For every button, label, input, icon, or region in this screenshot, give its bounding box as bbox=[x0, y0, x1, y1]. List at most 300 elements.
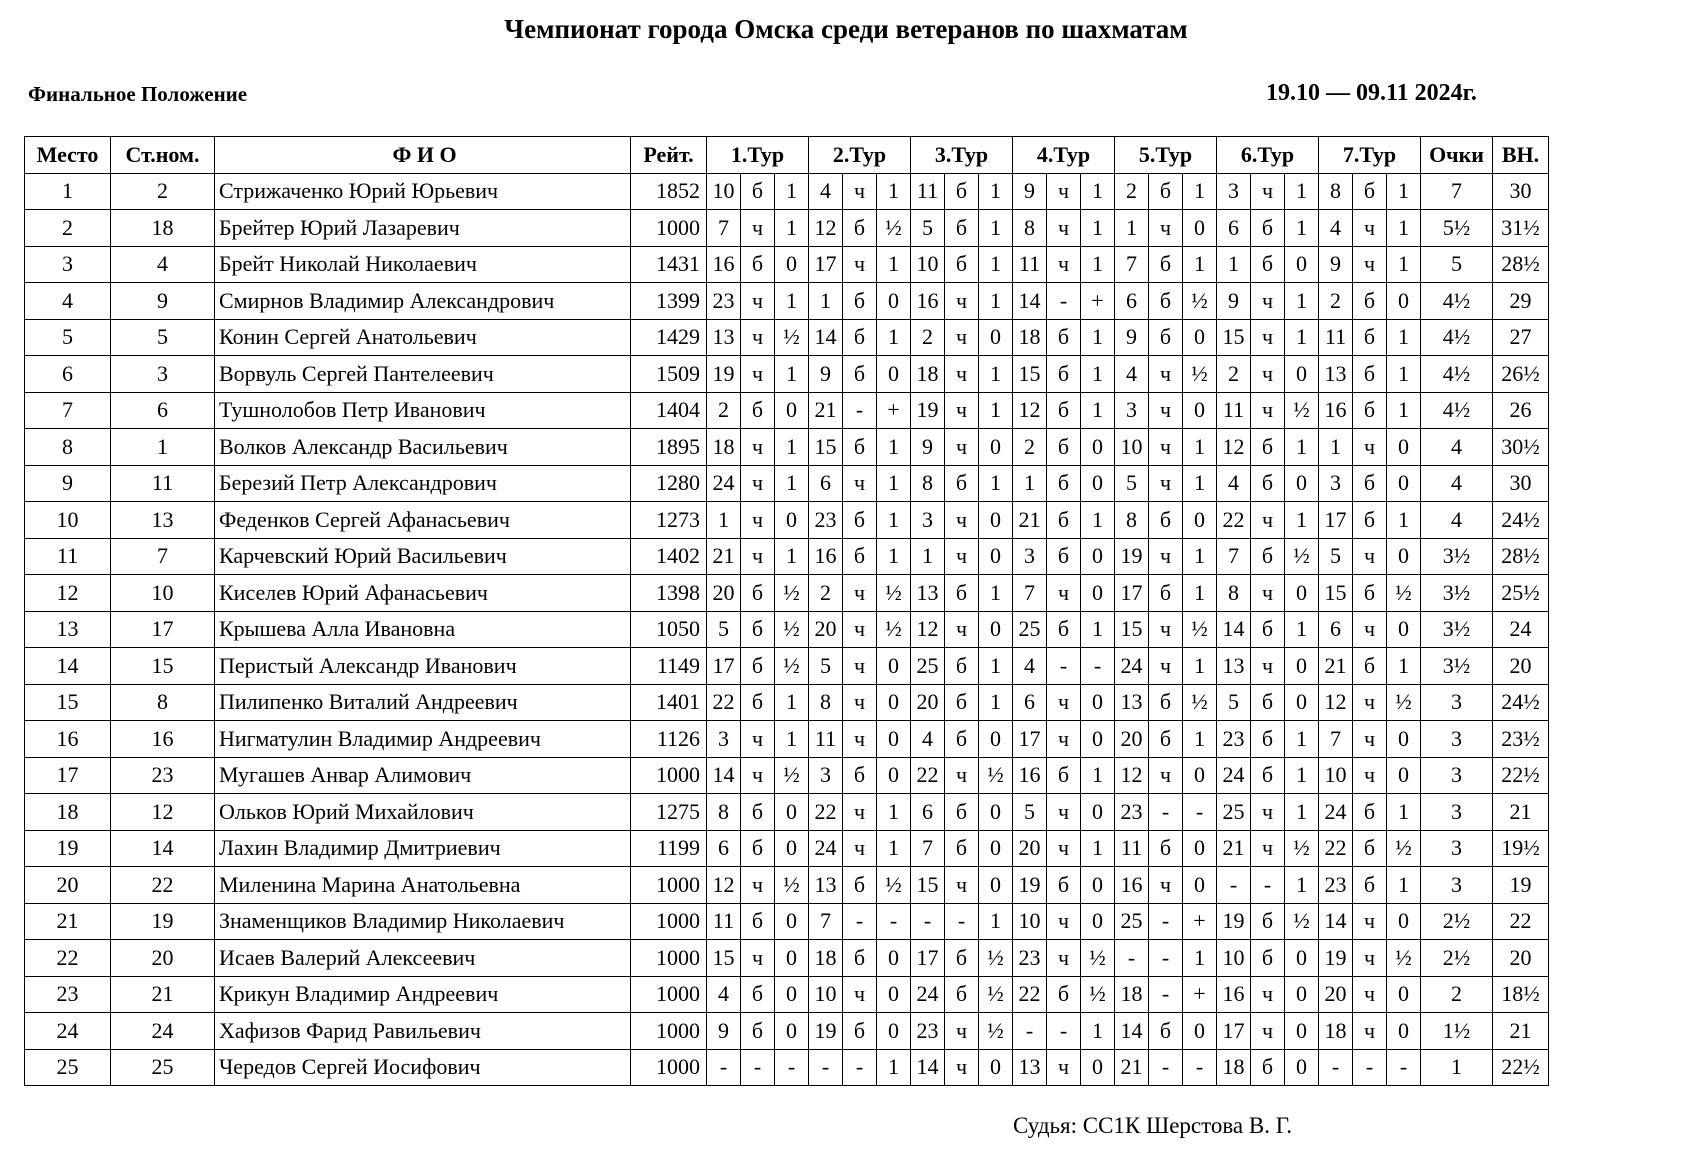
round-opponent-cell: 24 bbox=[809, 830, 843, 867]
round-color-cell: б bbox=[1149, 575, 1183, 612]
round-result-cell: 0 bbox=[1081, 538, 1115, 575]
table-row bbox=[25, 757, 1549, 794]
round-result-cell: 1 bbox=[1387, 392, 1421, 429]
round-result-cell: 0 bbox=[775, 392, 809, 429]
table-row bbox=[25, 794, 1549, 831]
start-number-cell: 22 bbox=[111, 867, 215, 904]
round-opponent-cell: 4 bbox=[911, 721, 945, 758]
round-result-cell: 1 bbox=[1183, 465, 1217, 502]
place-cell: 8 bbox=[25, 429, 111, 466]
round-opponent-cell: 2 bbox=[809, 575, 843, 612]
place-cell: 7 bbox=[25, 392, 111, 429]
round-opponent-cell: 22 bbox=[1319, 830, 1353, 867]
round-opponent-cell: 16 bbox=[1013, 757, 1047, 794]
round-opponent-cell: 21 bbox=[1217, 830, 1251, 867]
rating-cell: 1000 bbox=[631, 1013, 707, 1050]
round-result-cell: 0 bbox=[877, 684, 911, 721]
round-result-cell: 1 bbox=[877, 830, 911, 867]
round-opponent-cell: - bbox=[1013, 1013, 1047, 1050]
rating-cell: 1895 bbox=[631, 429, 707, 466]
rating-cell: 1399 bbox=[631, 283, 707, 320]
round-color-cell: ч bbox=[945, 1013, 979, 1050]
round-color-cell: б bbox=[945, 721, 979, 758]
header-round-4: 4.Тур bbox=[1013, 137, 1115, 174]
round-result-cell: 1 bbox=[979, 575, 1013, 612]
points-cell: 1 bbox=[1421, 1049, 1493, 1086]
round-opponent-cell: 1 bbox=[809, 283, 843, 320]
round-opponent-cell: 10 bbox=[1217, 940, 1251, 977]
start-number-cell: 13 bbox=[111, 502, 215, 539]
tiebreak-cell: 26½ bbox=[1493, 356, 1549, 393]
round-result-cell: 1 bbox=[1387, 648, 1421, 685]
place-cell: 5 bbox=[25, 319, 111, 356]
tiebreak-cell: 26 bbox=[1493, 392, 1549, 429]
round-opponent-cell: 10 bbox=[809, 976, 843, 1013]
round-result-cell: 1 bbox=[979, 903, 1013, 940]
round-opponent-cell: 1 bbox=[1217, 246, 1251, 283]
round-opponent-cell: - bbox=[1319, 1049, 1353, 1086]
round-color-cell: б bbox=[1251, 721, 1285, 758]
round-opponent-cell: 25 bbox=[1013, 611, 1047, 648]
round-result-cell: 1 bbox=[877, 429, 911, 466]
round-opponent-cell: 20 bbox=[1319, 976, 1353, 1013]
header-tiebreak: ВН. bbox=[1493, 137, 1549, 174]
round-opponent-cell: 8 bbox=[1319, 173, 1353, 210]
round-color-cell: б bbox=[1251, 210, 1285, 247]
round-opponent-cell: 24 bbox=[1217, 757, 1251, 794]
round-color-cell: б bbox=[1353, 830, 1387, 867]
round-color-cell: ч bbox=[1353, 721, 1387, 758]
round-opponent-cell: - bbox=[911, 903, 945, 940]
rating-cell: 1280 bbox=[631, 465, 707, 502]
round-color-cell: ч bbox=[1047, 684, 1081, 721]
round-color-cell: б bbox=[1353, 648, 1387, 685]
round-result-cell: 0 bbox=[1183, 1013, 1217, 1050]
round-result-cell: - bbox=[1183, 1049, 1217, 1086]
round-result-cell: 1 bbox=[1285, 210, 1319, 247]
round-opponent-cell: 25 bbox=[911, 648, 945, 685]
round-result-cell: 1 bbox=[775, 283, 809, 320]
table-row bbox=[25, 392, 1549, 429]
round-opponent-cell: 3 bbox=[809, 757, 843, 794]
player-name-cell: Березий Петр Александрович bbox=[215, 465, 631, 502]
round-color-cell: б bbox=[741, 246, 775, 283]
round-result-cell: 0 bbox=[877, 356, 911, 393]
round-opponent-cell: 16 bbox=[809, 538, 843, 575]
round-color-cell: ч bbox=[1047, 830, 1081, 867]
round-color-cell: б bbox=[741, 903, 775, 940]
round-opponent-cell: 25 bbox=[1115, 903, 1149, 940]
place-cell: 25 bbox=[25, 1049, 111, 1086]
round-result-cell: 1 bbox=[979, 173, 1013, 210]
round-opponent-cell: 1 bbox=[911, 538, 945, 575]
round-result-cell: 1 bbox=[877, 502, 911, 539]
round-color-cell: ч bbox=[741, 210, 775, 247]
round-color-cell: ч bbox=[1353, 903, 1387, 940]
round-opponent-cell: 11 bbox=[911, 173, 945, 210]
round-result-cell: - bbox=[1183, 794, 1217, 831]
round-opponent-cell: 17 bbox=[911, 940, 945, 977]
points-cell: 2½ bbox=[1421, 903, 1493, 940]
round-result-cell: 0 bbox=[1387, 903, 1421, 940]
round-result-cell: ½ bbox=[979, 757, 1013, 794]
round-result-cell: 1 bbox=[1285, 502, 1319, 539]
round-color-cell: - bbox=[1149, 1049, 1183, 1086]
round-color-cell: ч bbox=[1047, 1049, 1081, 1086]
points-cell: 5 bbox=[1421, 246, 1493, 283]
round-opponent-cell: 18 bbox=[1217, 1049, 1251, 1086]
round-color-cell: ч bbox=[741, 867, 775, 904]
round-result-cell: 1 bbox=[1285, 173, 1319, 210]
round-color-cell: - bbox=[1149, 940, 1183, 977]
round-color-cell: б bbox=[1149, 830, 1183, 867]
tiebreak-cell: 22½ bbox=[1493, 757, 1549, 794]
round-color-cell: - bbox=[1149, 794, 1183, 831]
round-result-cell: 1 bbox=[1285, 283, 1319, 320]
round-color-cell: - bbox=[843, 903, 877, 940]
results-table bbox=[24, 136, 1549, 1086]
player-name-cell: Чередов Сергей Иосифович bbox=[215, 1049, 631, 1086]
round-opponent-cell: 16 bbox=[1319, 392, 1353, 429]
rating-cell: 1401 bbox=[631, 684, 707, 721]
round-color-cell: ч bbox=[741, 319, 775, 356]
player-name-cell: Миленина Марина Анатольевна bbox=[215, 867, 631, 904]
header-round-6: 6.Тур bbox=[1217, 137, 1319, 174]
round-opponent-cell: 24 bbox=[911, 976, 945, 1013]
points-cell: 3 bbox=[1421, 757, 1493, 794]
round-result-cell: 1 bbox=[775, 721, 809, 758]
table-row bbox=[25, 173, 1549, 210]
round-color-cell: ч bbox=[1353, 538, 1387, 575]
round-color-cell: ч bbox=[1047, 940, 1081, 977]
round-result-cell: ½ bbox=[1183, 283, 1217, 320]
round-result-cell: 0 bbox=[979, 611, 1013, 648]
points-cell: 1½ bbox=[1421, 1013, 1493, 1050]
place-cell: 2 bbox=[25, 210, 111, 247]
table-row bbox=[25, 611, 1549, 648]
round-opponent-cell: 25 bbox=[1217, 794, 1251, 831]
round-result-cell: 1 bbox=[1285, 611, 1319, 648]
round-color-cell: б bbox=[1353, 794, 1387, 831]
round-result-cell: 1 bbox=[979, 648, 1013, 685]
round-color-cell: ч bbox=[1047, 575, 1081, 612]
round-opponent-cell: 3 bbox=[707, 721, 741, 758]
round-color-cell: б bbox=[1251, 246, 1285, 283]
round-opponent-cell: 5 bbox=[707, 611, 741, 648]
round-result-cell: - bbox=[877, 903, 911, 940]
round-result-cell: 1 bbox=[1081, 502, 1115, 539]
player-name-cell: Перистый Александр Иванович bbox=[215, 648, 631, 685]
round-color-cell: ч bbox=[741, 538, 775, 575]
round-color-cell: ч bbox=[1251, 356, 1285, 393]
round-opponent-cell: 2 bbox=[707, 392, 741, 429]
round-result-cell: 0 bbox=[775, 830, 809, 867]
round-color-cell: ч bbox=[945, 283, 979, 320]
round-color-cell: б bbox=[1047, 538, 1081, 575]
points-cell: 3½ bbox=[1421, 611, 1493, 648]
round-result-cell: 1 bbox=[1183, 940, 1217, 977]
round-opponent-cell: 13 bbox=[1115, 684, 1149, 721]
points-cell: 4 bbox=[1421, 502, 1493, 539]
tiebreak-cell: 23½ bbox=[1493, 721, 1549, 758]
start-number-cell: 4 bbox=[111, 246, 215, 283]
round-result-cell: 0 bbox=[1387, 757, 1421, 794]
round-result-cell: + bbox=[877, 392, 911, 429]
round-opponent-cell: 2 bbox=[1217, 356, 1251, 393]
place-cell: 20 bbox=[25, 867, 111, 904]
start-number-cell: 9 bbox=[111, 283, 215, 320]
round-result-cell: 0 bbox=[1285, 648, 1319, 685]
rating-cell: 1000 bbox=[631, 1049, 707, 1086]
table-row bbox=[25, 538, 1549, 575]
round-color-cell: б bbox=[1047, 429, 1081, 466]
round-opponent-cell: - bbox=[1217, 867, 1251, 904]
round-opponent-cell: 3 bbox=[911, 502, 945, 539]
round-opponent-cell: 22 bbox=[1217, 502, 1251, 539]
round-result-cell: 0 bbox=[1183, 392, 1217, 429]
round-result-cell: 1 bbox=[979, 283, 1013, 320]
round-color-cell: б bbox=[741, 575, 775, 612]
round-result-cell: 1 bbox=[1183, 575, 1217, 612]
place-cell: 14 bbox=[25, 648, 111, 685]
round-opponent-cell: 15 bbox=[1217, 319, 1251, 356]
round-result-cell: ½ bbox=[775, 648, 809, 685]
rating-cell: 1000 bbox=[631, 903, 707, 940]
round-opponent-cell: 4 bbox=[707, 976, 741, 1013]
round-color-cell: б bbox=[1047, 502, 1081, 539]
round-opponent-cell: 11 bbox=[809, 721, 843, 758]
round-result-cell: ½ bbox=[1285, 903, 1319, 940]
round-opponent-cell: 6 bbox=[707, 830, 741, 867]
round-opponent-cell: 14 bbox=[707, 757, 741, 794]
player-name-cell: Стрижаченко Юрий Юрьевич bbox=[215, 173, 631, 210]
round-color-cell: б bbox=[843, 757, 877, 794]
round-color-cell: - bbox=[945, 903, 979, 940]
round-result-cell: + bbox=[1183, 976, 1217, 1013]
place-cell: 24 bbox=[25, 1013, 111, 1050]
round-opponent-cell: 9 bbox=[809, 356, 843, 393]
round-color-cell: ч bbox=[1251, 283, 1285, 320]
place-cell: 18 bbox=[25, 794, 111, 831]
points-cell: 4 bbox=[1421, 429, 1493, 466]
round-opponent-cell: 13 bbox=[1217, 648, 1251, 685]
round-result-cell: 1 bbox=[979, 210, 1013, 247]
round-color-cell: ч bbox=[1353, 429, 1387, 466]
round-opponent-cell: 3 bbox=[1217, 173, 1251, 210]
rating-cell: 1199 bbox=[631, 830, 707, 867]
round-opponent-cell: 7 bbox=[707, 210, 741, 247]
round-color-cell: ч bbox=[1047, 173, 1081, 210]
round-opponent-cell: 2 bbox=[1115, 173, 1149, 210]
round-color-cell: - bbox=[1047, 283, 1081, 320]
round-result-cell: 1 bbox=[1081, 830, 1115, 867]
round-opponent-cell: 22 bbox=[1013, 976, 1047, 1013]
round-result-cell: ½ bbox=[775, 319, 809, 356]
place-cell: 11 bbox=[25, 538, 111, 575]
round-color-cell: - bbox=[1047, 648, 1081, 685]
round-color-cell: б bbox=[1251, 940, 1285, 977]
round-opponent-cell: - bbox=[1115, 940, 1149, 977]
round-color-cell: б bbox=[945, 575, 979, 612]
round-color-cell: б bbox=[843, 283, 877, 320]
round-opponent-cell: 8 bbox=[1115, 502, 1149, 539]
round-opponent-cell: 14 bbox=[1115, 1013, 1149, 1050]
round-color-cell: ч bbox=[843, 794, 877, 831]
round-color-cell: ч bbox=[945, 611, 979, 648]
table-row bbox=[25, 575, 1549, 612]
round-opponent-cell: 7 bbox=[809, 903, 843, 940]
round-result-cell: 0 bbox=[979, 794, 1013, 831]
round-color-cell: б bbox=[741, 648, 775, 685]
round-color-cell: ч bbox=[1149, 648, 1183, 685]
round-opponent-cell: 14 bbox=[1319, 903, 1353, 940]
round-result-cell: 1 bbox=[1387, 867, 1421, 904]
round-result-cell: 0 bbox=[979, 830, 1013, 867]
round-color-cell: б bbox=[1149, 319, 1183, 356]
round-opponent-cell: 3 bbox=[1319, 465, 1353, 502]
round-result-cell: 0 bbox=[775, 246, 809, 283]
round-result-cell: 0 bbox=[1387, 429, 1421, 466]
round-opponent-cell: 20 bbox=[1115, 721, 1149, 758]
round-opponent-cell: 17 bbox=[1217, 1013, 1251, 1050]
round-result-cell: 1 bbox=[1081, 356, 1115, 393]
points-cell: 4½ bbox=[1421, 283, 1493, 320]
player-name-cell: Киселев Юрий Афанасьевич bbox=[215, 575, 631, 612]
round-color-cell: ч bbox=[1047, 210, 1081, 247]
tiebreak-cell: 24½ bbox=[1493, 502, 1549, 539]
round-color-cell: ч bbox=[843, 575, 877, 612]
round-result-cell: 0 bbox=[979, 319, 1013, 356]
round-opponent-cell: 7 bbox=[1115, 246, 1149, 283]
round-opponent-cell: 6 bbox=[1115, 283, 1149, 320]
round-opponent-cell: 2 bbox=[911, 319, 945, 356]
rating-cell: 1050 bbox=[631, 611, 707, 648]
round-color-cell: б bbox=[945, 976, 979, 1013]
round-opponent-cell: 20 bbox=[707, 575, 741, 612]
round-opponent-cell: 6 bbox=[1013, 684, 1047, 721]
round-color-cell: б bbox=[1149, 721, 1183, 758]
round-result-cell: 0 bbox=[775, 1013, 809, 1050]
round-opponent-cell: 23 bbox=[1115, 794, 1149, 831]
round-result-cell: 1 bbox=[1285, 794, 1319, 831]
round-opponent-cell: 11 bbox=[707, 903, 741, 940]
start-number-cell: 21 bbox=[111, 976, 215, 1013]
place-cell: 23 bbox=[25, 976, 111, 1013]
round-result-cell: 1 bbox=[1387, 502, 1421, 539]
round-opponent-cell: 17 bbox=[809, 246, 843, 283]
place-cell: 13 bbox=[25, 611, 111, 648]
round-opponent-cell: 7 bbox=[911, 830, 945, 867]
start-number-cell: 11 bbox=[111, 465, 215, 502]
round-color-cell: ч bbox=[843, 830, 877, 867]
document-subtitle: Финальное Положение bbox=[28, 82, 248, 106]
round-result-cell: 0 bbox=[1285, 465, 1319, 502]
round-result-cell: ½ bbox=[775, 611, 809, 648]
round-color-cell: ч bbox=[843, 976, 877, 1013]
round-color-cell: ч bbox=[945, 867, 979, 904]
round-result-cell: 1 bbox=[877, 246, 911, 283]
start-number-cell: 25 bbox=[111, 1049, 215, 1086]
round-color-cell: - bbox=[1353, 1049, 1387, 1086]
round-color-cell: ч bbox=[1251, 1013, 1285, 1050]
round-result-cell: 1 bbox=[1081, 757, 1115, 794]
table-row bbox=[25, 1049, 1549, 1086]
player-name-cell: Крышева Алла Ивановна bbox=[215, 611, 631, 648]
round-result-cell: ½ bbox=[775, 867, 809, 904]
round-result-cell: 1 bbox=[775, 173, 809, 210]
rating-cell: 1404 bbox=[631, 392, 707, 429]
round-opponent-cell: 6 bbox=[1319, 611, 1353, 648]
start-number-cell: 24 bbox=[111, 1013, 215, 1050]
start-number-cell: 12 bbox=[111, 794, 215, 831]
round-result-cell: 0 bbox=[775, 903, 809, 940]
round-opponent-cell: 23 bbox=[911, 1013, 945, 1050]
round-opponent-cell: 18 bbox=[1013, 319, 1047, 356]
place-cell: 1 bbox=[25, 173, 111, 210]
round-color-cell: б bbox=[1047, 392, 1081, 429]
round-color-cell: ч bbox=[1251, 976, 1285, 1013]
round-result-cell: 0 bbox=[979, 429, 1013, 466]
table-row bbox=[25, 830, 1549, 867]
round-result-cell: ½ bbox=[1183, 356, 1217, 393]
round-color-cell: ч bbox=[1353, 611, 1387, 648]
round-opponent-cell: 17 bbox=[1013, 721, 1047, 758]
header-round-5: 5.Тур bbox=[1115, 137, 1217, 174]
round-opponent-cell: 12 bbox=[1013, 392, 1047, 429]
round-opponent-cell: 9 bbox=[1217, 283, 1251, 320]
round-color-cell: б bbox=[1251, 757, 1285, 794]
tiebreak-cell: 19 bbox=[1493, 867, 1549, 904]
round-color-cell: б bbox=[1353, 867, 1387, 904]
round-color-cell: ч bbox=[843, 721, 877, 758]
start-number-cell: 1 bbox=[111, 429, 215, 466]
round-opponent-cell: 5 bbox=[1319, 538, 1353, 575]
round-result-cell: 1 bbox=[1081, 210, 1115, 247]
round-color-cell: б bbox=[1353, 319, 1387, 356]
round-result-cell: ½ bbox=[979, 976, 1013, 1013]
round-result-cell: 0 bbox=[1183, 757, 1217, 794]
player-name-cell: Ворвуль Сергей Пантелеевич bbox=[215, 356, 631, 393]
start-number-cell: 18 bbox=[111, 210, 215, 247]
start-number-cell: 10 bbox=[111, 575, 215, 612]
round-color-cell: ч bbox=[741, 356, 775, 393]
round-opponent-cell: 19 bbox=[1319, 940, 1353, 977]
round-result-cell: 0 bbox=[979, 1049, 1013, 1086]
round-color-cell: б bbox=[741, 684, 775, 721]
start-number-cell: 15 bbox=[111, 648, 215, 685]
place-cell: 19 bbox=[25, 830, 111, 867]
tiebreak-cell: 19½ bbox=[1493, 830, 1549, 867]
rating-cell: 1149 bbox=[631, 648, 707, 685]
points-cell: 4½ bbox=[1421, 319, 1493, 356]
round-color-cell: б bbox=[741, 976, 775, 1013]
round-opponent-cell: 15 bbox=[1115, 611, 1149, 648]
tiebreak-cell: 28½ bbox=[1493, 538, 1549, 575]
round-color-cell: ч bbox=[1251, 502, 1285, 539]
rating-cell: 1273 bbox=[631, 502, 707, 539]
round-color-cell: б bbox=[1251, 538, 1285, 575]
table-row bbox=[25, 721, 1549, 758]
round-color-cell: б bbox=[1149, 502, 1183, 539]
round-opponent-cell: 9 bbox=[1115, 319, 1149, 356]
rating-cell: 1275 bbox=[631, 794, 707, 831]
table-row bbox=[25, 976, 1549, 1013]
round-result-cell: 1 bbox=[1183, 538, 1217, 575]
round-color-cell: б bbox=[741, 830, 775, 867]
round-opponent-cell: 22 bbox=[809, 794, 843, 831]
start-number-cell: 23 bbox=[111, 757, 215, 794]
round-color-cell: ч bbox=[843, 246, 877, 283]
